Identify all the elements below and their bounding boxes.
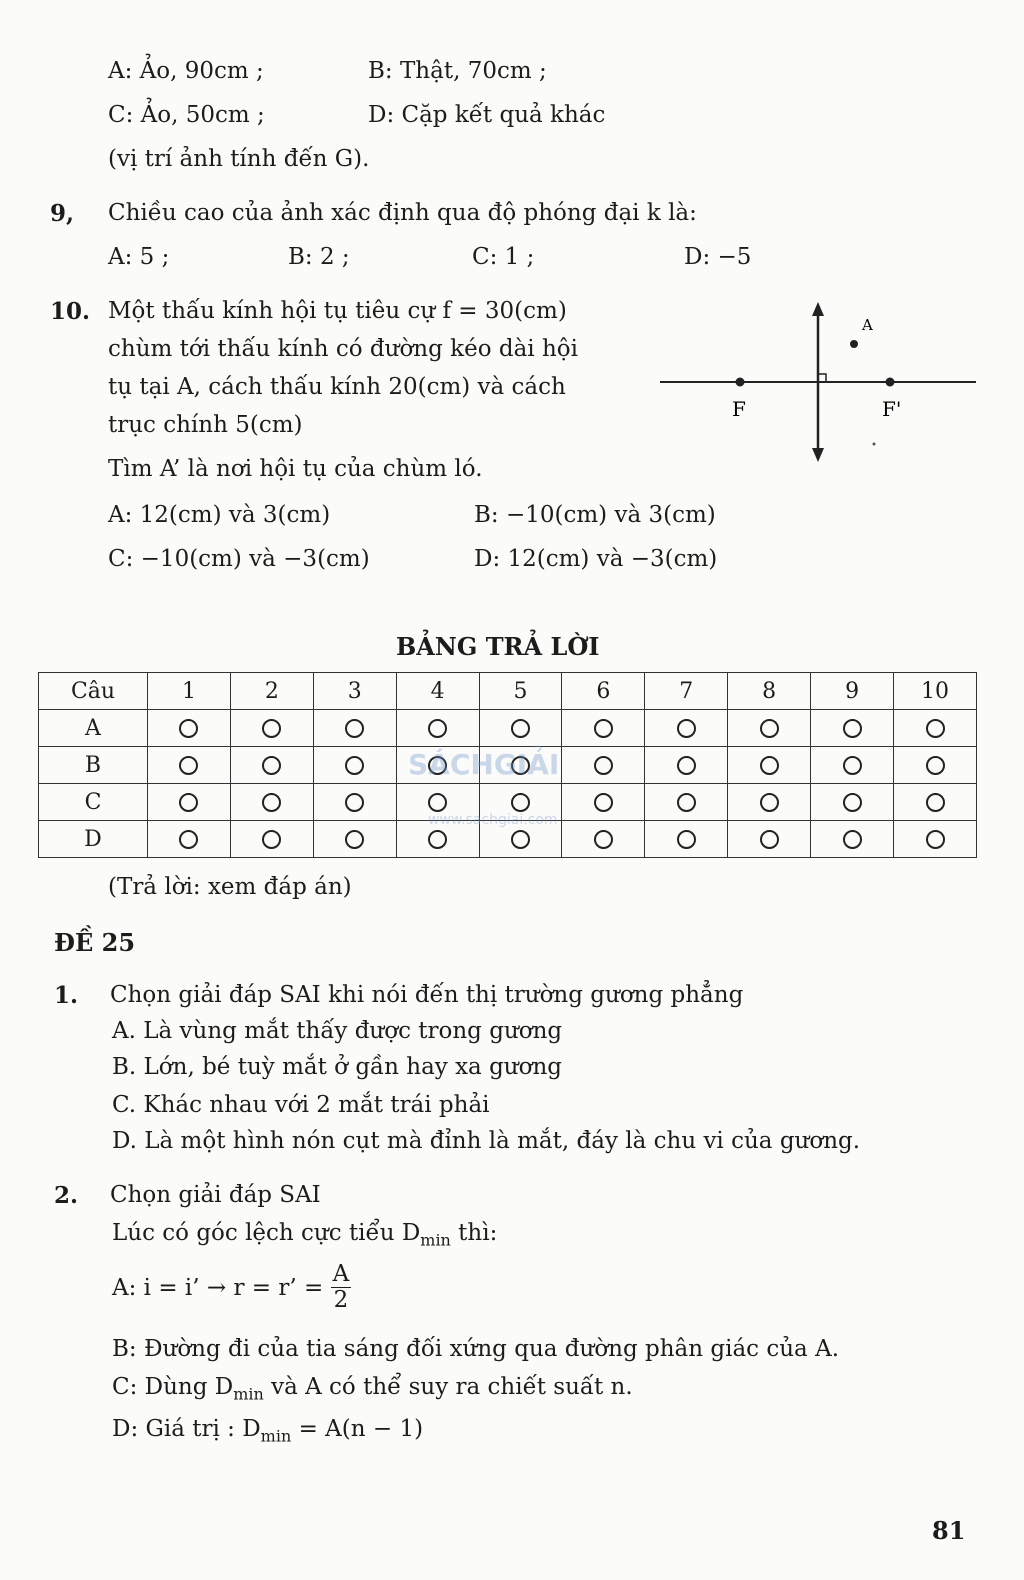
option-a-text: A: i = i’ → r = r’ = <box>112 1274 324 1301</box>
de25-q2-option-a <box>112 1262 351 1314</box>
circle-icon <box>760 756 779 775</box>
de25-q1-number: 1. <box>54 982 79 1009</box>
circle-icon <box>760 793 779 812</box>
circle-icon <box>179 719 198 738</box>
answer-cell[interactable] <box>313 710 396 747</box>
de25-q2-number: 2. <box>54 1182 79 1209</box>
column-header: 4 <box>396 673 479 710</box>
answer-cell[interactable] <box>894 784 977 821</box>
answer-cell[interactable] <box>313 747 396 784</box>
answer-cell[interactable] <box>148 747 231 784</box>
q8-option-a: A: Ảo, 90cm ; <box>108 58 264 84</box>
answer-cell[interactable] <box>148 784 231 821</box>
answer-cell[interactable] <box>811 710 894 747</box>
answer-cell[interactable] <box>396 710 479 747</box>
q9-option-c: C: 1 ; <box>472 244 535 270</box>
q10-option-b: B: −10(cm) và 3(cm) <box>474 502 716 528</box>
option-c-subscript: min <box>233 1384 264 1404</box>
label-a: A <box>862 316 873 334</box>
de25-q2-option-b: B: Đường đi của tia sáng đối xứng qua đường phân giác của A. <box>112 1336 840 1362</box>
answer-cell[interactable] <box>230 747 313 784</box>
section-title: ĐỀ 25 <box>54 928 136 957</box>
column-header: 2 <box>230 673 313 710</box>
circle-icon <box>594 830 613 849</box>
column-header: 9 <box>811 673 894 710</box>
circle-icon <box>179 830 198 849</box>
answer-cell[interactable] <box>645 784 728 821</box>
row-label: A <box>39 710 148 747</box>
de25-q1-option-b: B. Lớn, bé tuỳ mắt ở gần hay xa gương <box>112 1054 563 1080</box>
page-number: 81 <box>932 1516 966 1545</box>
answer-cell[interactable] <box>645 747 728 784</box>
lens-arrow-top <box>812 302 824 316</box>
watermark-url: www.sachgiai.com <box>428 812 558 828</box>
condition-tail: thì: <box>450 1220 498 1246</box>
answer-cell[interactable] <box>562 821 645 858</box>
circle-icon <box>677 719 696 738</box>
q10-line-3: tụ tại A, cách thấu kính 20(cm) và cách <box>108 374 566 400</box>
q10-option-a: A: 12(cm) và 3(cm) <box>108 502 331 528</box>
answer-cell[interactable] <box>811 747 894 784</box>
circle-icon <box>594 756 613 775</box>
answer-cell[interactable] <box>894 710 977 747</box>
answer-cell[interactable] <box>562 784 645 821</box>
answer-cell[interactable] <box>894 821 977 858</box>
answer-table-title: BẢNG TRẢ LỜI <box>396 632 600 661</box>
circle-icon <box>594 793 613 812</box>
q9-option-d: D: −5 <box>684 244 752 270</box>
q9-number: 9, <box>50 200 75 227</box>
answer-table-header-row <box>39 673 977 710</box>
point-a <box>850 340 858 348</box>
de25-q1-option-a: A. Là vùng mắt thấy được trong gương <box>112 1018 563 1044</box>
circle-icon <box>262 793 281 812</box>
answer-table-header-label: Câu <box>39 673 148 710</box>
de25-q1-option-d: D. Là một hình nón cụt mà đỉnh là mắt, đáy là chu vi của gương. <box>112 1128 861 1154</box>
answer-cell[interactable] <box>230 710 313 747</box>
circle-icon <box>843 719 862 738</box>
circle-icon <box>594 719 613 738</box>
circle-icon <box>926 756 945 775</box>
answer-cell[interactable] <box>645 710 728 747</box>
circle-icon <box>345 793 364 812</box>
q10-line-1: Một thấu kính hội tụ tiêu cự f = 30(cm) <box>108 298 567 324</box>
circle-icon <box>179 756 198 775</box>
fraction-denominator: 2 <box>333 1287 349 1314</box>
circle-icon <box>345 719 364 738</box>
condition-subscript: min <box>420 1230 451 1250</box>
speck <box>873 443 876 446</box>
answer-table-note: (Trả lời: xem đáp án) <box>108 874 352 900</box>
q8-option-c: C: Ảo, 50cm ; <box>108 102 265 128</box>
circle-icon <box>428 830 447 849</box>
answer-cell[interactable] <box>479 710 562 747</box>
column-header: 1 <box>148 673 231 710</box>
row-label: C <box>39 784 148 821</box>
answer-cell[interactable] <box>811 821 894 858</box>
q8-note: (vị trí ảnh tính đến G). <box>108 146 370 172</box>
answer-cell[interactable] <box>562 710 645 747</box>
q9-option-b: B: 2 ; <box>288 244 350 270</box>
fraction <box>331 1262 352 1314</box>
de25-q2-condition <box>112 1220 497 1250</box>
option-d-tail: = A(n − 1) <box>291 1416 424 1442</box>
circle-icon <box>345 756 364 775</box>
q9-option-a: A: 5 ; <box>108 244 170 270</box>
q9-text: Chiều cao của ảnh xác định qua độ phóng đại k là: <box>108 200 697 226</box>
circle-icon <box>760 830 779 849</box>
circle-icon <box>428 793 447 812</box>
circle-icon <box>926 830 945 849</box>
answer-cell[interactable] <box>230 784 313 821</box>
answer-cell[interactable] <box>230 821 313 858</box>
answer-cell[interactable] <box>894 747 977 784</box>
circle-icon <box>428 719 447 738</box>
column-header: 6 <box>562 673 645 710</box>
lens-arrow-bottom <box>812 448 824 462</box>
circle-icon <box>843 756 862 775</box>
de25-q2-option-c <box>112 1374 633 1404</box>
column-header: 10 <box>894 673 977 710</box>
condition-text: Lúc có góc lệch cực tiểu D <box>112 1220 421 1246</box>
lens-diagram <box>656 298 980 468</box>
answer-cell[interactable] <box>148 821 231 858</box>
answer-cell[interactable] <box>728 710 811 747</box>
q10-line-2: chùm tới thấu kính có đường kéo dài hội <box>108 336 578 362</box>
q8-option-d: D: Cặp kết quả khác <box>368 102 606 128</box>
circle-icon <box>677 756 696 775</box>
circle-icon <box>262 756 281 775</box>
circle-icon <box>677 793 696 812</box>
circle-icon <box>511 830 530 849</box>
option-c-tail: và A có thể suy ra chiết suất n. <box>263 1374 633 1400</box>
circle-icon <box>843 793 862 812</box>
fraction-numerator: A <box>332 1261 350 1287</box>
watermark-brand: SÁCHGIẢI <box>408 748 560 781</box>
answer-cell[interactable] <box>562 747 645 784</box>
answer-cell[interactable] <box>313 821 396 858</box>
answer-cell[interactable] <box>645 821 728 858</box>
option-d-subscript: min <box>260 1426 292 1446</box>
circle-icon <box>843 830 862 849</box>
column-header: 7 <box>645 673 728 710</box>
answer-cell[interactable] <box>148 710 231 747</box>
q10-line-5: Tìm A’ là nơi hội tụ của chùm ló. <box>108 456 483 482</box>
answer-cell[interactable] <box>728 747 811 784</box>
option-c-text: C: Dùng D <box>112 1374 234 1400</box>
focal-point-f <box>736 378 745 387</box>
focal-point-f-prime <box>886 378 895 387</box>
column-header: 3 <box>313 673 396 710</box>
label-f: F <box>732 397 746 421</box>
circle-icon <box>511 793 530 812</box>
circle-icon <box>926 793 945 812</box>
q8-option-b: B: Thật, 70cm ; <box>368 58 547 84</box>
q10-number: 10. <box>50 298 91 325</box>
q10-option-c: C: −10(cm) và −3(cm) <box>108 546 370 572</box>
de25-q1-option-c: C. Khác nhau với 2 mắt trái phải <box>112 1092 490 1118</box>
circle-icon <box>511 719 530 738</box>
de25-q1-text: Chọn giải đáp SAI khi nói đến thị trường gương phẳng <box>110 982 744 1008</box>
column-header: 8 <box>728 673 811 710</box>
circle-icon <box>179 793 198 812</box>
answer-cell[interactable] <box>811 784 894 821</box>
answer-cell[interactable] <box>728 784 811 821</box>
circle-icon <box>926 719 945 738</box>
q10-option-d: D: 12(cm) và −3(cm) <box>474 546 718 572</box>
de25-q2-option-d <box>112 1416 423 1446</box>
option-d-text: D: Giá trị : D <box>112 1416 261 1442</box>
answer-cell[interactable] <box>728 821 811 858</box>
q10-line-4: trục chính 5(cm) <box>108 412 303 438</box>
circle-icon <box>262 719 281 738</box>
circle-icon <box>677 830 696 849</box>
answer-cell[interactable] <box>313 784 396 821</box>
column-header: 5 <box>479 673 562 710</box>
row-label: D <box>39 821 148 858</box>
circle-icon <box>262 830 281 849</box>
circle-icon <box>345 830 364 849</box>
circle-icon <box>760 719 779 738</box>
table-row <box>39 710 977 747</box>
label-f-prime: F' <box>882 397 902 421</box>
de25-q2-text: Chọn giải đáp SAI <box>110 1182 321 1208</box>
answer-table-body <box>39 710 977 858</box>
row-label: B <box>39 747 148 784</box>
